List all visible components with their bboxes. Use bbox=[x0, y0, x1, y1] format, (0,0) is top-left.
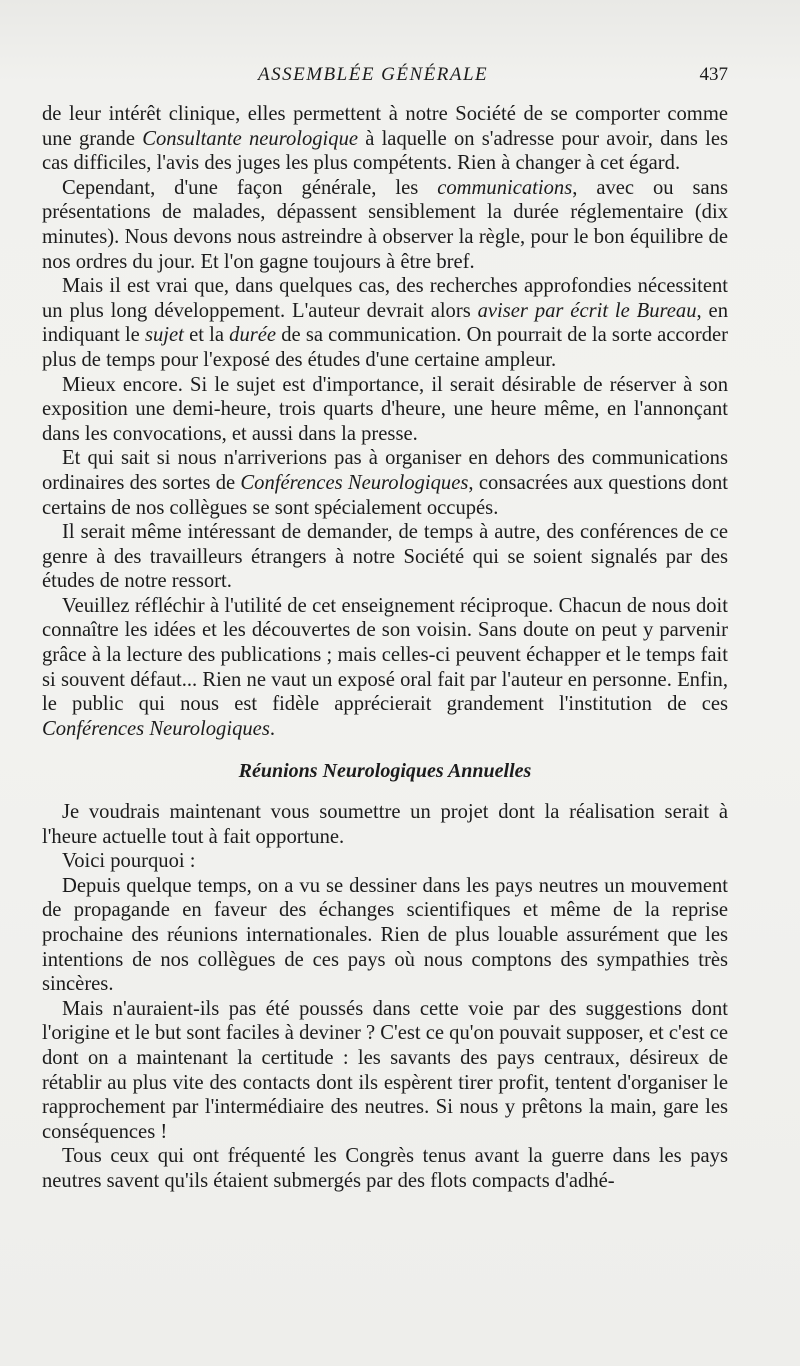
text-run: à laquelle on s'adresse pour avoir, dans les cas difficiles, l'avis des juges les plus compétents. Rien à changer à cet égard. bbox=[42, 127, 728, 175]
paragraph bbox=[42, 520, 728, 594]
paragraphs-after-section bbox=[42, 800, 728, 1194]
text-run: de sa communication. On pourrait de la sorte accorder plus de temps pour l'exposé des études d'une certaine ampleur. bbox=[42, 324, 729, 371]
text-run: Je voudrais maintenant vous soumettre un projet dont la réalisation serait à l'heure actuelle tout à fait opportune. bbox=[42, 801, 728, 848]
page-number: 437 bbox=[699, 64, 728, 85]
paragraph bbox=[42, 849, 728, 874]
paragraph bbox=[42, 176, 728, 274]
paragraph bbox=[42, 102, 728, 176]
paragraph bbox=[42, 446, 728, 520]
text-run: Mieux encore. Si le sujet est d'importance, il serait désirable de réserver à son exposition une demi-heure, trois quarts d'heure, une heure même, en l'annonçant dans les convocations, et aussi dans la presse. bbox=[42, 373, 728, 445]
text-run: Et qui sait si nous n'arriverions pas à organiser en dehors des communications ordinaires des sortes de bbox=[42, 447, 728, 494]
paragraph bbox=[42, 1144, 728, 1193]
paragraphs-before-section bbox=[42, 102, 728, 741]
text-run: de leur intérêt clinique, elles permettent à notre Société de se comporter comme une grande bbox=[42, 103, 728, 150]
text-run: Cependant, d'une façon générale, les bbox=[62, 176, 438, 199]
text-run: Depuis quelque temps, on a vu se dessiner dans les pays neutres un mouvement de propagande en faveur des échanges scientifiques et même de la reprise prochaine des réunions internationales. Rien de plus louable assurément que les intentions de nos collègues de ces pays où nous comptons des sympathies très sincères. bbox=[42, 874, 728, 996]
text-run: Veuillez réfléchir à l'utilité de cet enseignement réciproque. Chacun de nous doit connaître les idées et les découvertes de son voisin. Sans doute on peut y parvenir grâce à la lecture des publications ; mais celles-ci peuvent échapper et le temps fait si souvent défaut... Rien ne vaut un exposé oral fait par l'auteur en personne. Enfin, le public qui nous est fidèle apprécierait grandement l'institution de ces bbox=[42, 594, 728, 716]
italic-text: aviser par écrit le Bureau bbox=[477, 299, 697, 322]
text-run: Tous ceux qui ont fréquenté les Congrès tenus avant la guerre dans les pays neutres savent qu'ils étaient submergés par des flots compacts d'adhé- bbox=[42, 1145, 728, 1192]
text-run: , consacrées aux questions dont certains de nos collègues se sont spécialement occupés. bbox=[42, 471, 729, 519]
paragraph bbox=[42, 594, 728, 742]
text-run: , en indiquant le bbox=[42, 299, 728, 347]
italic-text: durée bbox=[229, 324, 277, 347]
italic-text: sujet bbox=[145, 324, 184, 347]
italic-text: communications bbox=[437, 176, 573, 199]
text-run: Mais n'auraient-ils pas été poussés dans cette voie par des suggestions dont l'origine et le but sont faciles à deviner ? C'est ce qu'on pouvait supposer, et c'est ce dont on a maintenant la certitude : les savants des pays centraux, désireux de rétablir au plus vite des contacts dont ils espèrent tirer profit, tentent d'organiser le rapprochement par l'intermédiaire des neutres. Si nous y prêtons la main, gare les conséquences ! bbox=[42, 997, 728, 1143]
paragraph bbox=[42, 997, 728, 1145]
body-text bbox=[42, 102, 728, 1194]
paragraph bbox=[42, 274, 728, 372]
italic-text: Conférences Neurologiques bbox=[42, 717, 270, 740]
page-header bbox=[0, 64, 800, 94]
text-run: Il serait même intéressant de demander, de temps à autre, des conférences de ce genre à des travailleurs étrangers à notre Société qui se soient signalés par des études de notre ressort. bbox=[42, 521, 728, 593]
italic-text: Conférences Neurologiques bbox=[240, 471, 469, 494]
text-run: . bbox=[269, 717, 275, 740]
paragraph bbox=[42, 874, 728, 997]
paragraph bbox=[42, 373, 728, 447]
text-run: Voici pourquoi : bbox=[62, 850, 196, 873]
text-run: Mais il est vrai que, dans quelques cas, des recherches approfondies nécessitent un plus long développement. L'auteur devrait alors bbox=[42, 275, 728, 322]
italic-text: Consultante neurologique bbox=[142, 127, 359, 150]
running-title: ASSEMBLÉE GÉNÉRALE bbox=[258, 64, 489, 85]
text-run: et la bbox=[183, 324, 230, 347]
section-title: Réunions Neurologiques Annuelles bbox=[238, 760, 532, 783]
text-run: , avec ou sans présentations de malades, dépassent sensiblement la durée réglementaire (dix minutes). Nous devons nous astreindre à observer la règle, pour le bon équilibre de nos ordres du jour. Et l'on gagne toujours à être bref. bbox=[42, 176, 728, 273]
paragraph bbox=[42, 800, 728, 849]
